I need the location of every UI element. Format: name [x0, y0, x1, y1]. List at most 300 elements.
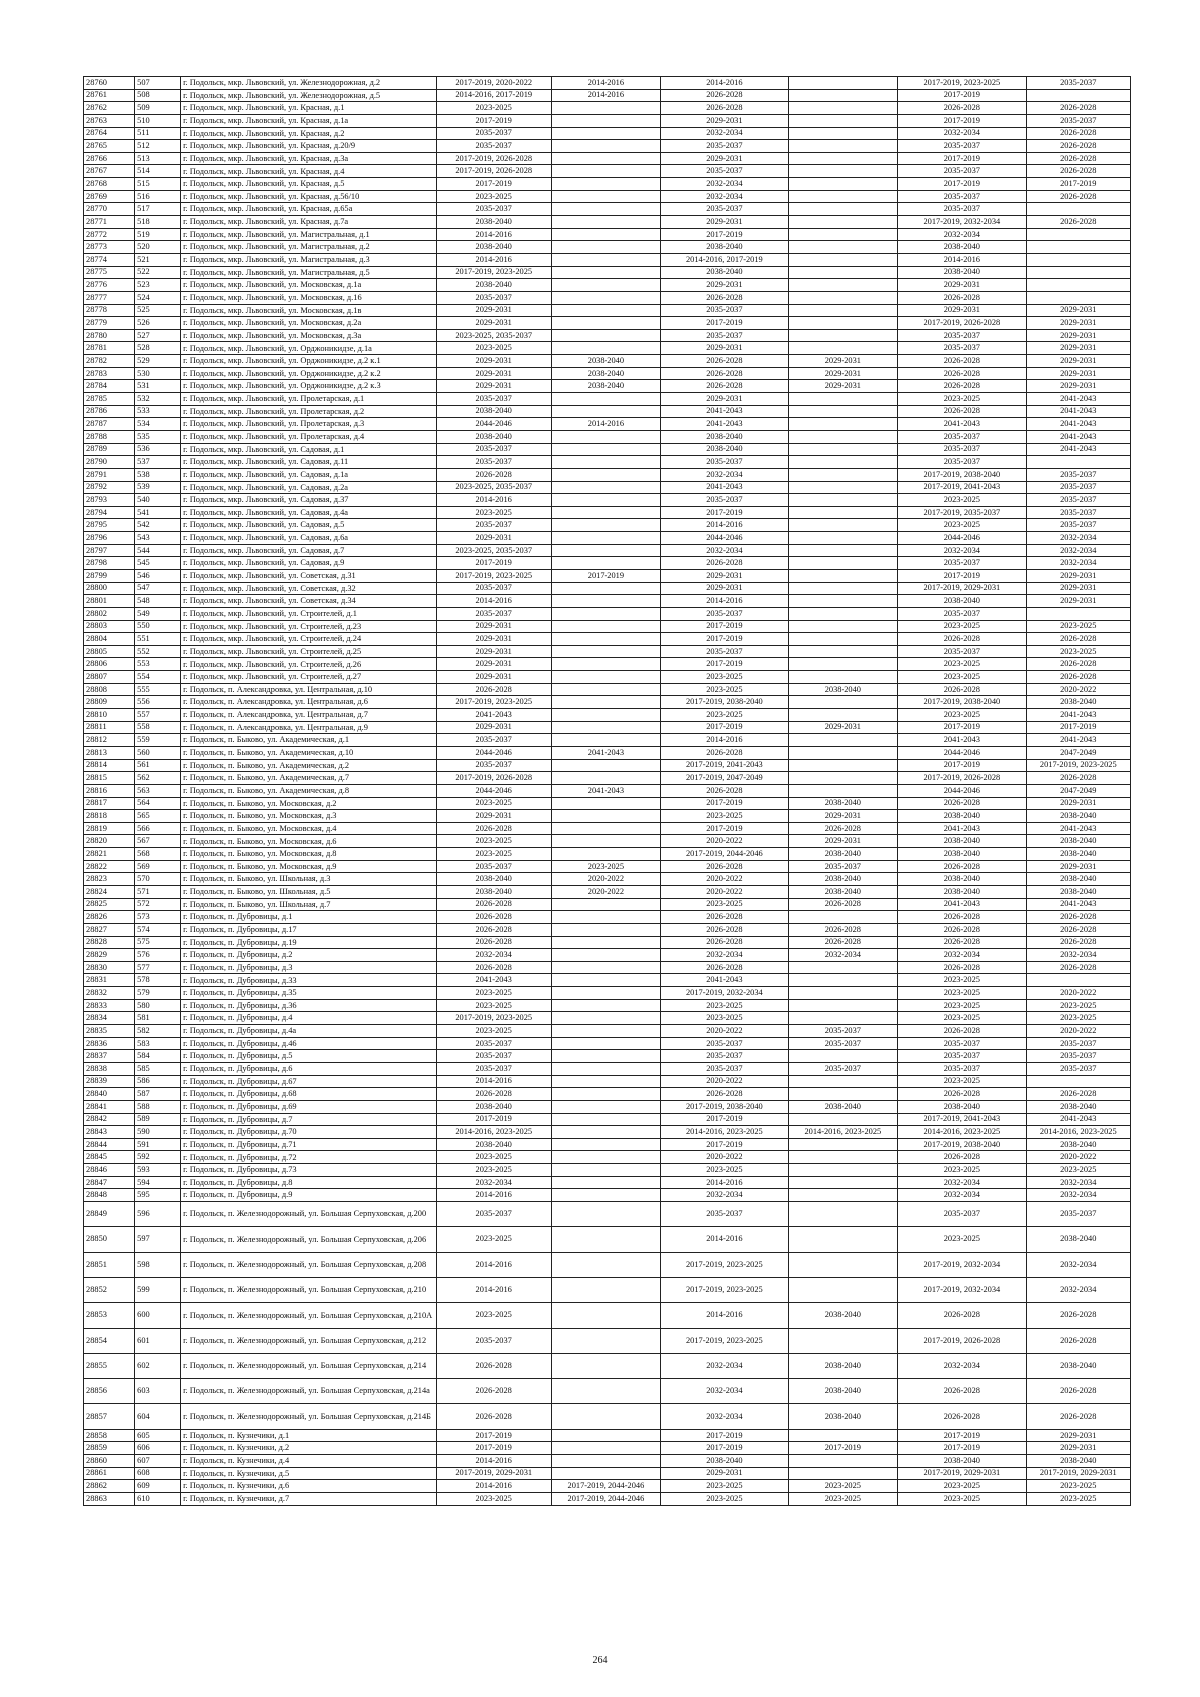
cell-address: г. Подольск, мкр. Львовский, ул. Строителей, д.27	[181, 671, 437, 684]
cell-period-6: 2029-2031	[1026, 355, 1130, 368]
cell-period-5: 2026-2028	[898, 1088, 1026, 1101]
cell-period-4	[788, 140, 898, 153]
cell-address: г. Подольск, п. Быково, ул. Московская, д.9	[181, 860, 437, 873]
cell-address: г. Подольск, п. Железнодорожный, ул. Большая Серпуховская, д.208	[181, 1252, 437, 1277]
cell-record-id: 28793	[84, 494, 135, 507]
cell-period-5: 2029-2031	[898, 279, 1026, 292]
cell-period-3: 2035-2037	[661, 203, 788, 216]
cell-period-4	[788, 633, 898, 646]
cell-period-5: 2026-2028	[898, 1303, 1026, 1328]
table-row	[84, 1138, 1131, 1151]
cell-row-number: 598	[135, 1252, 181, 1277]
cell-row-number: 554	[135, 671, 181, 684]
cell-period-4	[788, 1454, 898, 1467]
cell-period-1: 2023-2025	[436, 797, 551, 810]
cell-row-number: 513	[135, 152, 181, 165]
cell-period-6	[1026, 974, 1130, 987]
cell-address: г. Подольск, п. Быково, ул. Московская, д.6	[181, 835, 437, 848]
table-row	[84, 886, 1131, 899]
cell-row-number: 540	[135, 494, 181, 507]
cell-address: г. Подольск, мкр. Львовский, ул. Орджоникидзе, д.2 к.1	[181, 355, 437, 368]
cell-period-4	[788, 228, 898, 241]
cell-period-6: 2026-2028	[1026, 127, 1130, 140]
cell-period-5: 2026-2028	[898, 1379, 1026, 1404]
cell-record-id: 28786	[84, 405, 135, 418]
table-row	[84, 152, 1131, 165]
cell-period-2	[551, 443, 661, 456]
cell-period-3: 2038-2040	[661, 430, 788, 443]
cell-period-3: 2014-2016, 2017-2019	[661, 253, 788, 266]
cell-period-5: 2026-2028	[898, 1151, 1026, 1164]
cell-period-4	[788, 620, 898, 633]
cell-period-2	[551, 228, 661, 241]
cell-period-3: 2041-2043	[661, 974, 788, 987]
cell-period-6: 2023-2025	[1026, 1164, 1130, 1177]
cell-period-3: 2014-2016	[661, 1176, 788, 1189]
cell-period-4	[788, 114, 898, 127]
table-row	[84, 481, 1131, 494]
cell-period-2	[551, 949, 661, 962]
cell-record-id: 28832	[84, 987, 135, 1000]
table-row	[84, 140, 1131, 153]
table-row	[84, 1012, 1131, 1025]
cell-address: г. Подольск, мкр. Львовский, ул. Красная, д.3а	[181, 152, 437, 165]
cell-period-3: 2017-2019, 2047-2049	[661, 772, 788, 785]
cell-period-6: 2032-2034	[1026, 949, 1130, 962]
cell-row-number: 518	[135, 216, 181, 229]
cell-period-5: 2035-2037	[898, 1037, 1026, 1050]
cell-period-5: 2017-2019	[898, 178, 1026, 191]
cell-period-5: 2026-2028	[898, 355, 1026, 368]
cell-record-id: 28828	[84, 936, 135, 949]
cell-period-3: 2023-2025	[661, 683, 788, 696]
cell-period-6: 2026-2028	[1026, 772, 1130, 785]
cell-period-6	[1026, 228, 1130, 241]
cell-period-5: 2032-2034	[898, 228, 1026, 241]
cell-address: г. Подольск, мкр. Львовский, ул. Красная, д.4	[181, 165, 437, 178]
table-row	[84, 1037, 1131, 1050]
cell-record-id: 28863	[84, 1492, 135, 1505]
cell-period-5: 2023-2025	[898, 494, 1026, 507]
cell-period-1: 2041-2043	[436, 974, 551, 987]
cell-row-number: 520	[135, 241, 181, 254]
cell-address: г. Подольск, мкр. Львовский, ул. Красная, д.20/9	[181, 140, 437, 153]
table-row	[84, 987, 1131, 1000]
cell-row-number: 590	[135, 1126, 181, 1139]
cell-period-2	[551, 506, 661, 519]
cell-period-2: 2017-2019, 2044-2046	[551, 1492, 661, 1505]
cell-period-4	[788, 430, 898, 443]
cell-row-number: 512	[135, 140, 181, 153]
cell-period-1: 2023-2025	[436, 1492, 551, 1505]
table-row	[84, 266, 1131, 279]
cell-period-4: 2029-2031	[788, 810, 898, 823]
cell-period-5: 2023-2025	[898, 519, 1026, 532]
cell-period-5: 2041-2043	[898, 734, 1026, 747]
cell-period-4	[788, 393, 898, 406]
cell-period-3: 2023-2025	[661, 1012, 788, 1025]
cell-period-1: 2029-2031	[436, 810, 551, 823]
cell-period-5: 2023-2025	[898, 620, 1026, 633]
cell-row-number: 528	[135, 342, 181, 355]
cell-period-2: 2038-2040	[551, 367, 661, 380]
cell-row-number: 515	[135, 178, 181, 191]
cell-period-6: 2035-2037	[1026, 114, 1130, 127]
cell-address: г. Подольск, п. Быково, ул. Академическая, д.8	[181, 784, 437, 797]
cell-period-4	[788, 89, 898, 102]
cell-period-6: 2041-2043	[1026, 898, 1130, 911]
cell-record-id: 28774	[84, 253, 135, 266]
cell-period-4	[788, 569, 898, 582]
cell-period-5: 2023-2025	[898, 1480, 1026, 1493]
cell-period-3: 2017-2019	[661, 797, 788, 810]
cell-period-5: 2038-2040	[898, 835, 1026, 848]
table-row	[84, 936, 1131, 949]
cell-period-6	[1026, 607, 1130, 620]
cell-period-2: 2041-2043	[551, 746, 661, 759]
cell-period-2	[551, 898, 661, 911]
cell-period-1: 2017-2019	[436, 1429, 551, 1442]
cell-period-5: 2026-2028	[898, 1404, 1026, 1429]
cell-period-5: 2017-2019	[898, 1442, 1026, 1455]
table-row	[84, 468, 1131, 481]
cell-period-1: 2017-2019	[436, 1113, 551, 1126]
cell-period-5: 2017-2019	[898, 1429, 1026, 1442]
table-row	[84, 544, 1131, 557]
cell-period-5: 2032-2034	[898, 1176, 1026, 1189]
cell-period-4	[788, 418, 898, 431]
cell-record-id: 28776	[84, 279, 135, 292]
cell-period-2	[551, 468, 661, 481]
cell-record-id: 28824	[84, 886, 135, 899]
cell-period-4	[788, 532, 898, 545]
cell-period-6: 2017-2019, 2023-2025	[1026, 759, 1130, 772]
cell-period-2	[551, 1467, 661, 1480]
cell-row-number: 553	[135, 658, 181, 671]
cell-period-5: 2026-2028	[898, 961, 1026, 974]
cell-address: г. Подольск, п. Дубровицы, д.7	[181, 1113, 437, 1126]
cell-period-6: 2029-2031	[1026, 1429, 1130, 1442]
cell-period-1: 2017-2019	[436, 1442, 551, 1455]
cell-period-1: 2029-2031	[436, 304, 551, 317]
cell-period-5: 2017-2019, 2026-2028	[898, 317, 1026, 330]
cell-period-4	[788, 1467, 898, 1480]
cell-period-1: 2035-2037	[436, 582, 551, 595]
cell-row-number: 584	[135, 1050, 181, 1063]
cell-period-4: 2029-2031	[788, 367, 898, 380]
cell-address: г. Подольск, п. Железнодорожный, ул. Большая Серпуховская, д.200	[181, 1202, 437, 1227]
cell-period-2	[551, 1113, 661, 1126]
cell-address: г. Подольск, п. Дубровицы, д.67	[181, 1075, 437, 1088]
table-row	[84, 1379, 1131, 1404]
cell-record-id: 28854	[84, 1328, 135, 1353]
cell-address: г. Подольск, п. Быково, ул. Академическая, д.2	[181, 759, 437, 772]
cell-period-3: 2017-2019	[661, 228, 788, 241]
cell-period-5: 2017-2019, 2029-2031	[898, 582, 1026, 595]
cell-period-4: 2035-2037	[788, 1025, 898, 1038]
cell-period-6: 2026-2028	[1026, 1088, 1130, 1101]
cell-period-2	[551, 835, 661, 848]
cell-period-1: 2023-2025	[436, 987, 551, 1000]
cell-period-5: 2026-2028	[898, 683, 1026, 696]
cell-period-1: 2014-2016	[436, 1075, 551, 1088]
cell-period-5: 2038-2040	[898, 1454, 1026, 1467]
cell-period-1: 2044-2046	[436, 418, 551, 431]
cell-address: г. Подольск, п. Кузнечики, д.2	[181, 1442, 437, 1455]
cell-period-2	[551, 987, 661, 1000]
cell-period-3: 2020-2022	[661, 1151, 788, 1164]
cell-record-id: 28848	[84, 1189, 135, 1202]
table-row	[84, 190, 1131, 203]
cell-period-4: 2029-2031	[788, 721, 898, 734]
cell-period-3: 2023-2025	[661, 1164, 788, 1177]
cell-period-5: 2035-2037	[898, 430, 1026, 443]
table-row	[84, 721, 1131, 734]
cell-period-2	[551, 317, 661, 330]
cell-period-3: 2026-2028	[661, 291, 788, 304]
cell-period-4	[788, 987, 898, 1000]
table-row	[84, 127, 1131, 140]
cell-period-4	[788, 405, 898, 418]
cell-period-5: 2023-2025	[898, 393, 1026, 406]
cell-period-3: 2017-2019	[661, 317, 788, 330]
table-row	[84, 582, 1131, 595]
cell-address: г. Подольск, п. Быково, ул. Московская, д.8	[181, 848, 437, 861]
cell-period-4	[788, 102, 898, 115]
cell-row-number: 573	[135, 911, 181, 924]
cell-row-number: 534	[135, 418, 181, 431]
cell-period-1: 2014-2016	[436, 1277, 551, 1302]
cell-row-number: 507	[135, 77, 181, 90]
cell-record-id: 28840	[84, 1088, 135, 1101]
cell-period-5: 2023-2025	[898, 658, 1026, 671]
cell-period-4: 2038-2040	[788, 886, 898, 899]
cell-period-3: 2026-2028	[661, 936, 788, 949]
cell-row-number: 555	[135, 683, 181, 696]
cell-row-number: 525	[135, 304, 181, 317]
cell-row-number: 567	[135, 835, 181, 848]
cell-period-2	[551, 797, 661, 810]
cell-period-1: 2038-2040	[436, 405, 551, 418]
cell-row-number: 514	[135, 165, 181, 178]
cell-period-2	[551, 241, 661, 254]
cell-period-5: 2017-2019	[898, 721, 1026, 734]
cell-row-number: 552	[135, 645, 181, 658]
cell-period-6: 2026-2028	[1026, 633, 1130, 646]
cell-row-number: 560	[135, 746, 181, 759]
cell-period-5: 2023-2025	[898, 987, 1026, 1000]
cell-period-3: 2017-2019, 2038-2040	[661, 1100, 788, 1113]
table-row	[84, 949, 1131, 962]
cell-address: г. Подольск, мкр. Львовский, ул. Магистральная, д.2	[181, 241, 437, 254]
cell-address: г. Подольск, п. Дубровицы, д.1	[181, 911, 437, 924]
cell-row-number: 549	[135, 607, 181, 620]
cell-period-3: 2017-2019, 2023-2025	[661, 1328, 788, 1353]
cell-period-5: 2035-2037	[898, 557, 1026, 570]
cell-row-number: 562	[135, 772, 181, 785]
cell-period-2: 2014-2016	[551, 418, 661, 431]
cell-address: г. Подольск, п. Кузнечики, д.7	[181, 1492, 437, 1505]
cell-period-5: 2038-2040	[898, 873, 1026, 886]
cell-period-3: 2035-2037	[661, 304, 788, 317]
cell-period-1: 2038-2040	[436, 1100, 551, 1113]
cell-period-2	[551, 203, 661, 216]
cell-row-number: 582	[135, 1025, 181, 1038]
cell-period-1: 2038-2040	[436, 430, 551, 443]
cell-row-number: 551	[135, 633, 181, 646]
cell-period-4	[788, 1088, 898, 1101]
cell-address: г. Подольск, мкр. Львовский, ул. Советская, д.34	[181, 595, 437, 608]
cell-row-number: 572	[135, 898, 181, 911]
cell-record-id: 28809	[84, 696, 135, 709]
cell-period-6: 2047-2049	[1026, 784, 1130, 797]
cell-period-2	[551, 266, 661, 279]
cell-period-4: 2038-2040	[788, 683, 898, 696]
cell-period-4: 2035-2037	[788, 1062, 898, 1075]
cell-address: г. Подольск, п. Кузнечики, д.4	[181, 1454, 437, 1467]
cell-record-id: 28814	[84, 759, 135, 772]
cell-row-number: 568	[135, 848, 181, 861]
cell-period-5: 2017-2019	[898, 152, 1026, 165]
table-row	[84, 1100, 1131, 1113]
cell-period-6: 2029-2031	[1026, 582, 1130, 595]
cell-period-1: 2035-2037	[436, 1328, 551, 1353]
cell-period-1: 2026-2028	[436, 683, 551, 696]
cell-record-id: 28799	[84, 569, 135, 582]
cell-row-number: 538	[135, 468, 181, 481]
cell-period-4	[788, 253, 898, 266]
cell-period-3: 2029-2031	[661, 393, 788, 406]
cell-record-id: 28783	[84, 367, 135, 380]
cell-period-5: 2017-2019, 2038-2040	[898, 468, 1026, 481]
cell-row-number: 600	[135, 1303, 181, 1328]
table-row	[84, 848, 1131, 861]
cell-row-number: 566	[135, 822, 181, 835]
cell-period-4	[788, 241, 898, 254]
cell-period-1: 2017-2019, 2020-2022	[436, 77, 551, 90]
cell-row-number: 588	[135, 1100, 181, 1113]
cell-period-1: 2035-2037	[436, 734, 551, 747]
cell-record-id: 28798	[84, 557, 135, 570]
cell-address: г. Подольск, мкр. Львовский, ул. Садовая, д.1	[181, 443, 437, 456]
table-row	[84, 974, 1131, 987]
cell-period-1: 2023-2025	[436, 835, 551, 848]
cell-record-id: 28812	[84, 734, 135, 747]
cell-row-number: 570	[135, 873, 181, 886]
cell-period-4	[788, 1277, 898, 1302]
cell-period-2	[551, 279, 661, 292]
cell-period-6: 2017-2019	[1026, 178, 1130, 191]
cell-period-4	[788, 291, 898, 304]
cell-period-1: 2029-2031	[436, 633, 551, 646]
cell-address: г. Подольск, п. Дубровицы, д.17	[181, 923, 437, 936]
cell-row-number: 537	[135, 456, 181, 469]
cell-period-2	[551, 759, 661, 772]
cell-period-3: 2017-2019, 2041-2043	[661, 759, 788, 772]
cell-address: г. Подольск, п. Быково, ул. Академическая, д.7	[181, 772, 437, 785]
table-row	[84, 1442, 1131, 1455]
cell-period-2	[551, 430, 661, 443]
table-row	[84, 784, 1131, 797]
cell-record-id: 28859	[84, 1442, 135, 1455]
cell-period-3: 2029-2031	[661, 114, 788, 127]
cell-period-1: 2017-2019, 2026-2028	[436, 772, 551, 785]
cell-period-6: 2032-2034	[1026, 1252, 1130, 1277]
cell-address: г. Подольск, мкр. Львовский, ул. Садовая, д.37	[181, 494, 437, 507]
cell-period-2	[551, 519, 661, 532]
cell-period-6: 2029-2031	[1026, 1442, 1130, 1455]
cell-period-6: 2020-2022	[1026, 1151, 1130, 1164]
cell-period-4	[788, 1138, 898, 1151]
cell-period-4: 2038-2040	[788, 1303, 898, 1328]
cell-period-2	[551, 253, 661, 266]
cell-row-number: 526	[135, 317, 181, 330]
cell-period-1: 2038-2040	[436, 241, 551, 254]
cell-record-id: 28825	[84, 898, 135, 911]
cell-period-1: 2017-2019, 2023-2025	[436, 696, 551, 709]
cell-period-2	[551, 709, 661, 722]
cell-period-3: 2026-2028	[661, 923, 788, 936]
cell-record-id: 28767	[84, 165, 135, 178]
cell-address: г. Подольск, мкр. Львовский, ул. Московская, д.1в	[181, 304, 437, 317]
cell-period-3: 2014-2016	[661, 595, 788, 608]
cell-period-4: 2038-2040	[788, 1404, 898, 1429]
cell-period-5: 2035-2037	[898, 342, 1026, 355]
cell-row-number: 541	[135, 506, 181, 519]
cell-period-6: 2041-2043	[1026, 709, 1130, 722]
cell-period-5: 2038-2040	[898, 810, 1026, 823]
cell-address: г. Подольск, мкр. Львовский, ул. Садовая, д.7	[181, 544, 437, 557]
cell-period-3: 2026-2028	[661, 355, 788, 368]
cell-period-4	[788, 127, 898, 140]
cell-record-id: 28773	[84, 241, 135, 254]
cell-period-2	[551, 1189, 661, 1202]
cell-record-id: 28808	[84, 683, 135, 696]
cell-period-3: 2014-2016, 2023-2025	[661, 1126, 788, 1139]
cell-period-5: 2044-2046	[898, 784, 1026, 797]
cell-period-4	[788, 506, 898, 519]
cell-period-6: 2041-2043	[1026, 418, 1130, 431]
cell-record-id: 28853	[84, 1303, 135, 1328]
cell-address: г. Подольск, п. Железнодорожный, ул. Большая Серпуховская, д.210	[181, 1277, 437, 1302]
cell-period-6: 2029-2031	[1026, 569, 1130, 582]
cell-period-4: 2026-2028	[788, 898, 898, 911]
cell-period-1: 2035-2037	[436, 140, 551, 153]
table-row	[84, 835, 1131, 848]
cell-address: г. Подольск, мкр. Львовский, ул. Магистральная, д.1	[181, 228, 437, 241]
cell-record-id: 28777	[84, 291, 135, 304]
cell-period-4	[788, 481, 898, 494]
table-row	[84, 178, 1131, 191]
cell-record-id: 28811	[84, 721, 135, 734]
cell-period-3: 2032-2034	[661, 949, 788, 962]
cell-period-2	[551, 1025, 661, 1038]
cell-period-5: 2026-2028	[898, 797, 1026, 810]
cell-period-3: 2023-2025	[661, 1492, 788, 1505]
table-row	[84, 1480, 1131, 1493]
cell-period-1: 2026-2028	[436, 1353, 551, 1378]
cell-row-number: 599	[135, 1277, 181, 1302]
cell-period-3: 2017-2019, 2032-2034	[661, 987, 788, 1000]
cell-period-3: 2026-2028	[661, 784, 788, 797]
cell-period-4	[788, 456, 898, 469]
cell-period-5: 2038-2040	[898, 848, 1026, 861]
cell-period-2	[551, 1062, 661, 1075]
cell-period-5: 2035-2037	[898, 443, 1026, 456]
cell-address: г. Подольск, п. Александровка, ул. Центральная, д.6	[181, 696, 437, 709]
cell-period-5: 2023-2025	[898, 1164, 1026, 1177]
cell-record-id: 28772	[84, 228, 135, 241]
